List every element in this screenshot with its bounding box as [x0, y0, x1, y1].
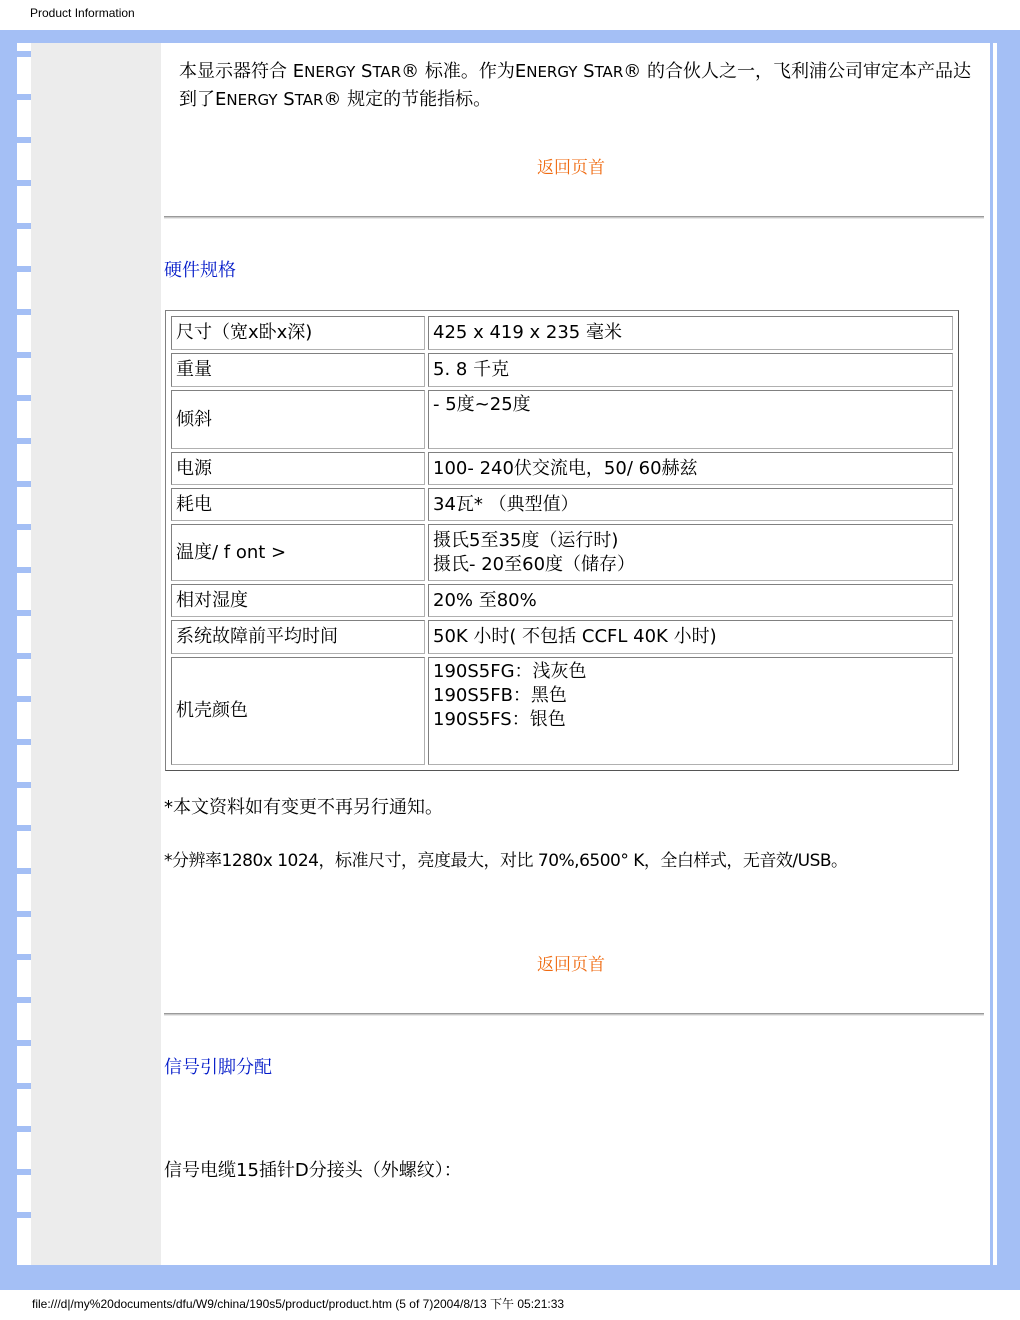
- spec-value: 20% 至80%: [428, 584, 953, 617]
- spec-label: 系统故障前平均时间: [171, 620, 425, 654]
- spec-value: - 5度~25度: [428, 390, 953, 449]
- print-header: Product Information: [30, 6, 135, 20]
- table-row: [171, 452, 953, 485]
- spec-label: 电源: [171, 452, 425, 485]
- table-row: [171, 390, 953, 449]
- spec-value: 425 x 419 x 235 毫米: [428, 316, 953, 350]
- spec-value: 5. 8 千克: [428, 353, 953, 387]
- hardware-spec-title: 硬件规格: [164, 260, 236, 281]
- nav-column: [31, 43, 161, 1265]
- spec-label: 相对湿度: [171, 584, 425, 617]
- print-footer: file:///d|/my%20documents/dfu/W9/china/190s5/product/product.htm (5 of 7)2004/8/13 下午 05:21:33: [32, 1297, 565, 1311]
- spec-value: 100- 240伏交流电，50/ 60赫兹: [428, 452, 953, 485]
- spec-label: 重量: [171, 353, 425, 387]
- spec-value: [428, 524, 953, 581]
- spec-label: 尺寸（宽x卧x深): [171, 316, 425, 350]
- right-border: [987, 43, 990, 1265]
- spec-value-line: 190S5FB：黑色: [433, 685, 567, 706]
- table-row: [171, 353, 953, 387]
- spec-value-line: 190S5FS：银色: [433, 709, 566, 730]
- test-condition-note: *分辨率1280x 1024，标准尺寸，亮度最大，对比 70%,6500° K，全白样式，无音效/USB。: [164, 851, 848, 871]
- spec-label: 耗电: [171, 488, 425, 521]
- table-row: [171, 620, 953, 654]
- spec-table: [165, 310, 959, 771]
- table-row: [171, 524, 953, 581]
- divider: [164, 1013, 984, 1016]
- table-row: [171, 316, 953, 350]
- signal-pin-title: 信号引脚分配: [164, 1057, 272, 1078]
- spec-value: 50K 小时( 不包括 CCFL 40K 小时): [428, 620, 953, 654]
- spec-label: 温度/ f ont >: [171, 524, 425, 581]
- back-to-top-link[interactable]: 返回页首: [537, 158, 605, 178]
- table-row: [171, 488, 953, 521]
- change-notice: *本文资料如有变更不再另行通知。: [164, 797, 443, 818]
- spec-label: 倾斜: [171, 390, 425, 449]
- back-to-top-link[interactable]: 返回页首: [537, 955, 605, 975]
- spec-value-line: 摄氏- 20至60度（储存）: [433, 553, 636, 575]
- table-row: [171, 584, 953, 617]
- table-row: [171, 657, 953, 765]
- right-border-outer: [993, 43, 997, 1265]
- cable-description: 信号电缆15插针D分接头（外螺纹）：: [164, 1160, 462, 1181]
- spec-value: 34瓦* （典型值）: [428, 488, 953, 521]
- spec-value-line: 190S5FG：浅灰色: [433, 661, 587, 682]
- spec-value-line: 摄氏5至35度（运行时): [433, 529, 619, 551]
- spec-label: 机壳颜色: [171, 657, 425, 765]
- left-strip: [17, 43, 31, 1265]
- energy-star-paragraph: 本显示器符合 ENERGY STAR® 标准。作为ENERGY STAR® 的合伙人之一，飞利浦公司审定本产品达到了ENERGY STAR® 规定的节能指标。: [179, 61, 971, 110]
- spec-value: [428, 657, 953, 765]
- divider: [164, 216, 984, 219]
